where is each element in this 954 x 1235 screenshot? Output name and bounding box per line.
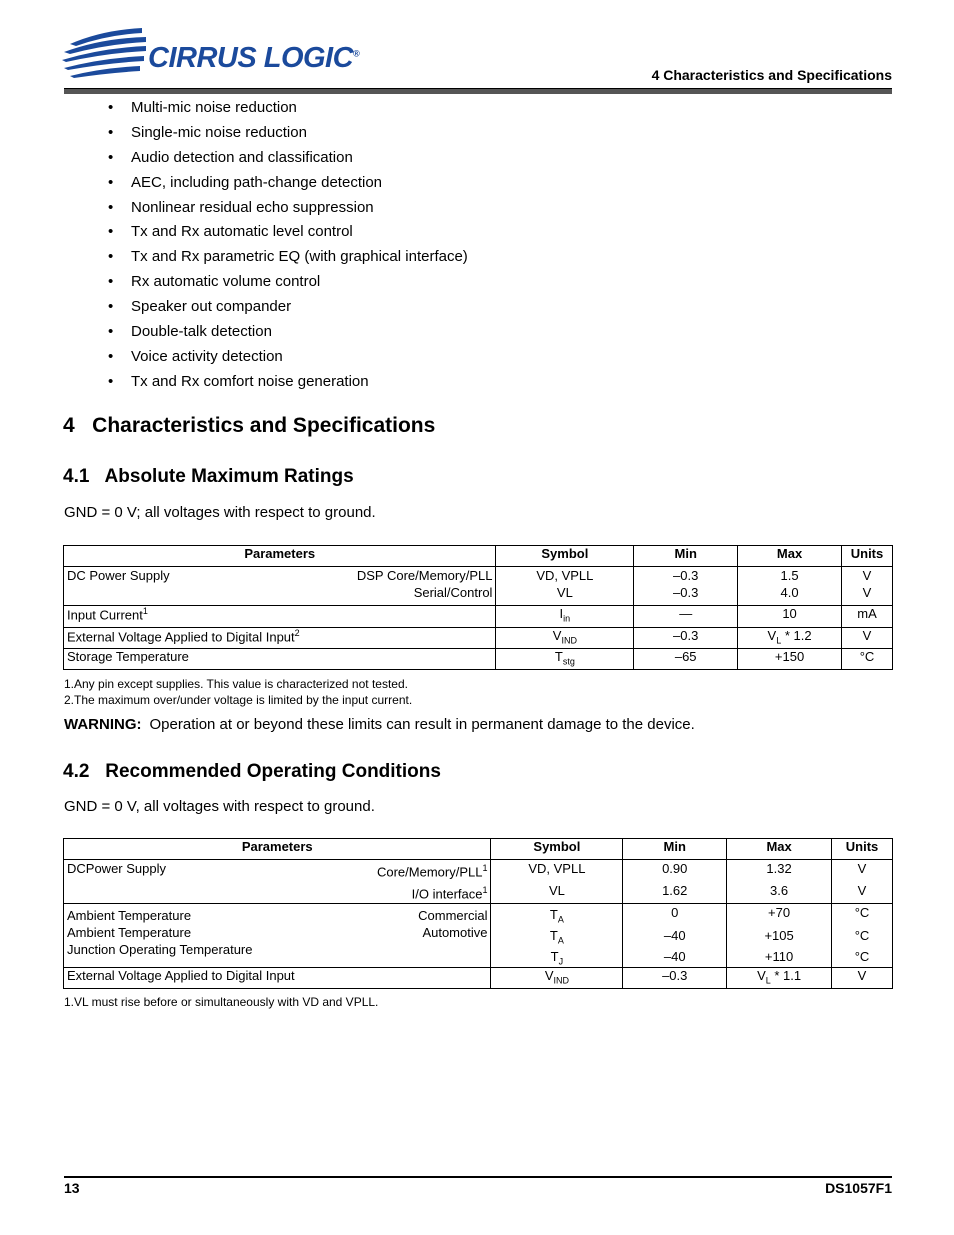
feature-bullet-list [108, 97, 468, 396]
bullet-icon: • [108, 223, 114, 241]
col-header-min: Min [623, 839, 727, 860]
bullet-icon: • [108, 148, 114, 166]
list-item: • Double-talk detection [108, 323, 272, 341]
col-header-symbol: Symbol [496, 546, 634, 567]
bullet-icon: • [108, 173, 114, 191]
param-cell: Storage Temperature [64, 649, 496, 670]
running-header-title: 4 Characteristics and Specifications [651, 67, 892, 83]
section-heading: 4 Characteristics and Specifications [63, 414, 436, 437]
col-header-max: Max [738, 546, 842, 567]
table-row [64, 904, 893, 968]
bullet-icon: • [108, 273, 114, 291]
units-cell: V [832, 968, 893, 989]
bullet-icon: • [108, 123, 114, 141]
footnote-ref: 1 [142, 606, 148, 616]
min-cell: –0.3 [634, 628, 738, 649]
col-header-symbol: Symbol [491, 839, 623, 860]
min-cell: 0.90 1.62 [623, 860, 727, 904]
param-cell: External Voltage Applied to Digital Input [64, 968, 491, 989]
units-cell: V V [832, 860, 893, 904]
symbol-cell: $V_{IND}$ [496, 628, 634, 649]
warning-label: WARNING: [64, 716, 142, 733]
max-cell: 1.5 4.0 [738, 567, 842, 606]
footer-rule [64, 1176, 892, 1178]
document-id: DS1057F1 [825, 1180, 892, 1196]
symbol-cell: $I_{in}$ [496, 606, 634, 628]
bullet-icon: • [108, 99, 114, 116]
absolute-max-ratings-table [63, 545, 893, 670]
bullet-icon: • [108, 372, 114, 390]
list-item: • Tx and Rx parametric EQ (with graphical interface) [108, 248, 468, 266]
roc-intro: GND = 0 V, all voltages with respect to ground. [64, 798, 375, 815]
footnote-ref: 2 [294, 628, 300, 638]
col-header-units: Units [832, 839, 893, 860]
list-item: • Nonlinear residual echo suppression [108, 198, 374, 216]
bullet-icon: • [108, 323, 114, 341]
units-cell: °C °C °C [832, 904, 893, 968]
symbol-cell: $V_{IND}$ [491, 968, 623, 989]
units-cell: V [841, 628, 892, 649]
param-cell: DCPower Supply Core/Memory/PLL$^1$ I/O interface$^1$ [64, 860, 491, 904]
list-item: • Audio detection and classification [108, 148, 353, 166]
recommended-operating-conditions-table [63, 838, 893, 989]
header-rule [64, 88, 892, 94]
max-cell: $V_L * 1.2$ [738, 628, 842, 649]
list-item: • Speaker out compander [108, 298, 292, 316]
min-cell: –0.3 –0.3 [634, 567, 738, 606]
list-item: • Tx and Rx automatic level control [108, 223, 353, 241]
units-cell: V V [841, 567, 892, 606]
col-header-parameters: Parameters [64, 839, 491, 860]
footnote: 2.The maximum over/under voltage is limited by the input current. [64, 693, 413, 707]
symbol-cell: VD, VPLL VL [496, 567, 634, 606]
symbol-cell: $T_A$ $T_A$ $T_J$ [491, 904, 623, 968]
list-item: • AEC, including path-change detection [108, 173, 383, 191]
company-logo: CIRRUS LOGIC® [148, 42, 360, 74]
page-number: 13 [64, 1180, 80, 1196]
min-cell: –0.3 [623, 968, 727, 989]
col-header-units: Units [841, 546, 892, 567]
table-row [64, 968, 893, 989]
bullet-icon: • [108, 298, 114, 316]
warning-note: WARNING: Operation at or beyond these limits can result in permanent damage to the device. [64, 716, 695, 733]
list-item: • Voice activity detection [108, 347, 283, 365]
footnote: 1.VL must rise before or simultaneously with VD and VPLL. [64, 995, 379, 1009]
col-header-parameters: Parameters [64, 546, 496, 567]
table-row [64, 606, 893, 628]
subsection-heading-roc: 4.2 Recommended Operating Conditions [63, 761, 441, 782]
param-cell: External Voltage Applied to Digital Input$^2$ [64, 628, 496, 649]
bullet-icon: • [108, 347, 114, 365]
subsection-heading-amr: 4.1 Absolute Maximum Ratings [63, 466, 354, 487]
table-row [64, 860, 893, 904]
symbol-cell: VD, VPLL VL [491, 860, 623, 904]
max-cell: +150 [738, 649, 842, 670]
table-row [64, 649, 893, 670]
param-cell: Ambient Temperature Commercial Ambient Temperature Automotive Junction Operating Temperature [64, 904, 491, 968]
list-item: • Tx and Rx comfort noise generation [108, 372, 369, 390]
list-item: • Multi-mic noise reduction [108, 99, 297, 116]
list-item: • Single-mic noise reduction [108, 123, 307, 141]
units-cell: °C [841, 649, 892, 670]
table-row [64, 628, 893, 649]
footnote: 1.Any pin except supplies. This value is characterized not tested. [64, 677, 408, 691]
bullet-icon: • [108, 248, 114, 266]
max-cell: +70 +105 +110 [727, 904, 832, 968]
col-header-max: Max [727, 839, 832, 860]
max-cell: 1.32 3.6 [727, 860, 832, 904]
amr-intro: GND = 0 V; all voltages with respect to ground. [64, 504, 376, 521]
symbol-cell: $T_{stg}$ [496, 649, 634, 670]
col-header-min: Min [634, 546, 738, 567]
table-header-row [64, 546, 893, 567]
param-cell: DC Power Supply DSP Core/Memory/PLL Serial/Control [64, 567, 496, 606]
units-cell: mA [841, 606, 892, 628]
table-header-row [64, 839, 893, 860]
max-cell: $V_L * 1.1$ [727, 968, 832, 989]
min-cell: –65 [634, 649, 738, 670]
min-cell: — [634, 606, 738, 628]
table-row [64, 567, 893, 606]
bullet-icon: • [108, 198, 114, 216]
min-cell: 0 –40 –40 [623, 904, 727, 968]
max-cell: 10 [738, 606, 842, 628]
list-item: • Rx automatic volume control [108, 273, 321, 291]
param-cell: Input Current$^1$ [64, 606, 496, 628]
